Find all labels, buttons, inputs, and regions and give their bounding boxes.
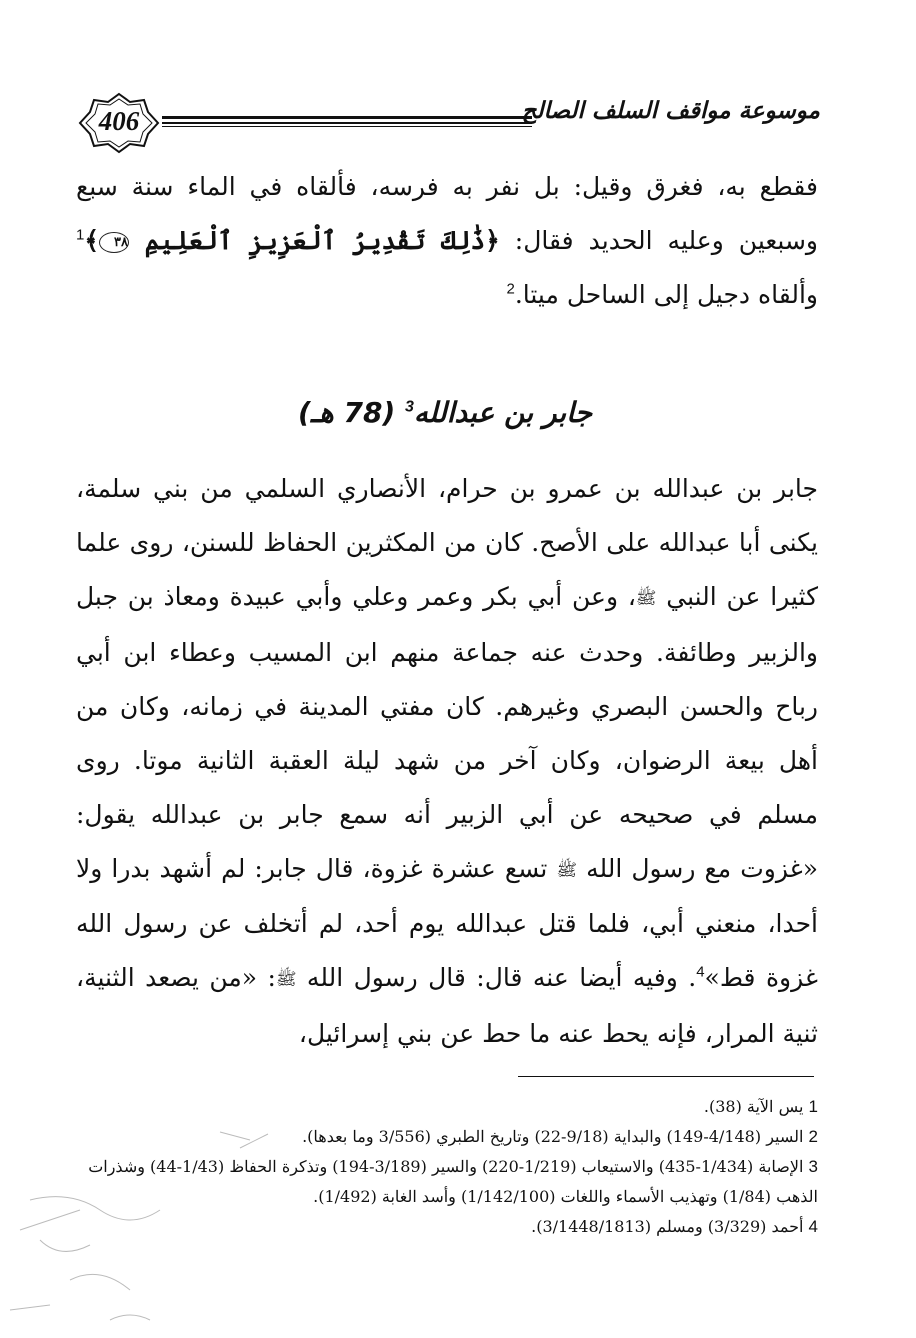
page-number: 406: [98, 106, 140, 136]
book-title: موسوعة مواقف السلف الصالح: [521, 98, 820, 124]
intro-line-3: الساحل ميتا.: [514, 280, 646, 309]
header-rule: [162, 116, 532, 128]
page-header: [78, 92, 820, 154]
honorific-symbol: ﷺ: [275, 969, 297, 990]
body-segment-1: جابر بن عبدالله بن عمرو بن حرام، الأنصاري السلمي من بني سلمة، يكنى أبا عبدالله على الأصح. كان من المكثرين الحفاظ للسنن، روى علما كثيرا عن النبي: [76, 474, 819, 611]
footnote-item: 4 أحمد (3/329) ومسلم (3/1448/1813).: [531, 1217, 818, 1236]
entry-date: (78 هـ): [297, 396, 396, 429]
scribble-marks: [0, 1120, 300, 1338]
entry-name: جابر بن عبدالله: [413, 396, 593, 429]
honorific-symbol: ﷺ: [635, 588, 657, 609]
footnote-ref-4[interactable]: 4: [696, 963, 705, 981]
footnote-item: 1 يس الآية (38).: [703, 1097, 818, 1116]
intro-line-2-start: وعليه الحديد فقال:: [514, 226, 724, 255]
intro-line-2-end: وألقاه دجيل إلى: [653, 280, 818, 309]
page-number-badge: [78, 92, 160, 154]
intro-line-1: فقطع به، فغرق وقيل: بل نفر به فرسه، فألقاه في الماء سنة سبع وسبعين: [76, 172, 818, 255]
footnote-ref-2[interactable]: 2: [506, 280, 515, 298]
entry-heading: [160, 396, 730, 429]
body-segment-4: . وفيه أيضا عنه قال: قال رسول الله: [306, 963, 697, 992]
body-segment-3: تسع عشرة غزوة، قال جابر: لم أشهد بدرا ولا أحدا، منعني أبي، فلما قتل عبدالله يوم أحد، لم أتخلف عن رسول الله غزوة قط»: [76, 853, 818, 992]
honorific-symbol: ﷺ: [556, 860, 577, 880]
footnote-item: 3 الإصابة (1/434-435) والاستيعاب (1/219-220) والسير (3/189-194) وتذكرة الحفاظ (1/43-44) وشذرات الذهب (1/84) وتهذيب الأسماء واللغات (1/142/100) وأسد الغابة (1/492).: [88, 1157, 818, 1206]
footnote-ref-3[interactable]: 3: [404, 398, 414, 416]
footnote-separator: [518, 1076, 814, 1077]
body-segment-2: ، وعن أبي بكر وعمر وعلي وأبي عبيدة ومعاذ بن جبل والزبير وطائفة. وحدث عنه جماعة منهم ابن المسيب وعطاء ابن أبي رباح والحسن البصري وغيرهم. كان مفتي المدينة في زمانه، وكان من أهل بيعة الرضوان، وكان آخر من شهد ليلة العقبة الثانية موتا. روى مسلم في صحيحه عن أبي الزبير أنه سمع جابر بن عبدالله يقول: «غزوت مع رسول الله: [76, 582, 819, 883]
intro-paragraph: [76, 160, 818, 322]
quran-verse: ﴿ذَٰلِكَ تَقْدِيرُ ٱلْعَزِيزِ ٱلْعَلِيمِ ٣٨﴾: [84, 226, 500, 255]
footnote-ref-1[interactable]: 1: [76, 226, 85, 244]
footnote-item: 2 السير (4/148-149) والبداية (9/18-22) وتاريخ الطبري (3/556 وما بعدها).: [302, 1127, 818, 1146]
ayah-number-badge: ٣٨: [99, 232, 129, 253]
body-segment-5: : «من يصعد الثنية، ثنية المرار، فإنه يحط عنه ما حط عن بني إسرائيل،: [76, 963, 818, 1048]
entry-body: [76, 462, 818, 1061]
